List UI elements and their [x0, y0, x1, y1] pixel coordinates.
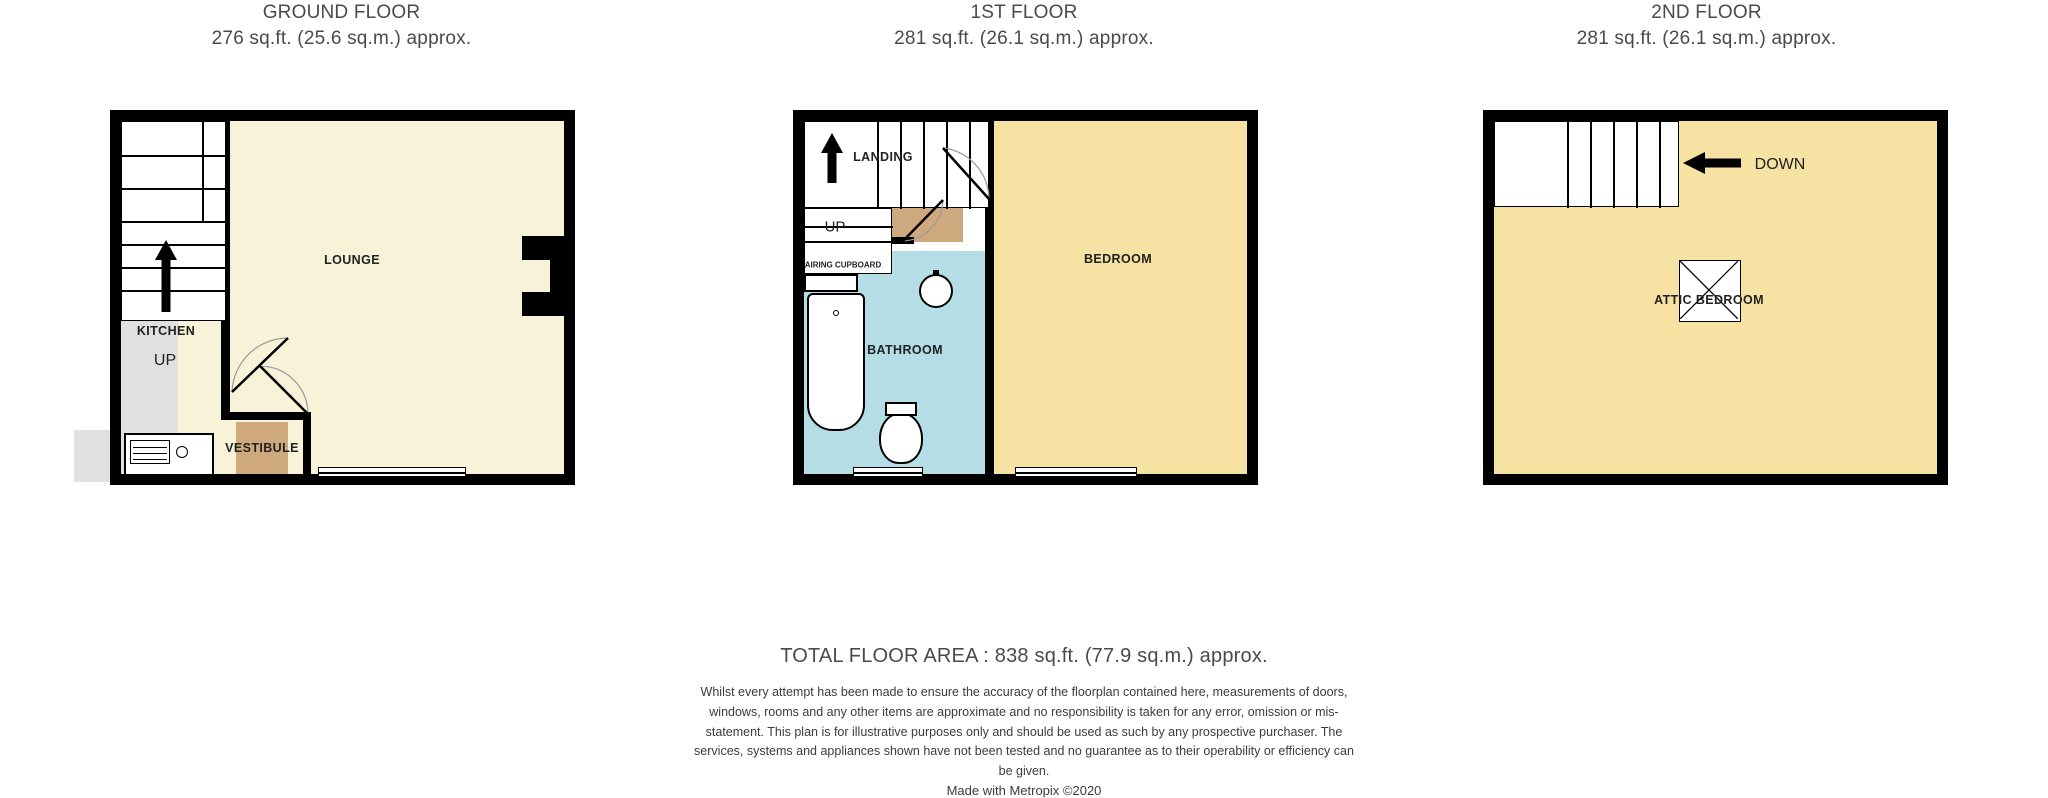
ground-annotation-up: UP — [153, 352, 177, 369]
footer — [0, 645, 2048, 798]
stair-tread — [122, 221, 227, 223]
disclaimer-text: Whilst every attempt has been made to ensure the accuracy of the floorplan contained here, measurements of doors, windows, rooms and any other items are approximate and no responsibility is taken for any error, omission or mis-statement. This plan is for illustrative purposes only and should be used as such by any prospective purchaser. The services, systems and appliances shown have not been tested and no guarantee as to their operability or efficiency can be given. — [694, 685, 1354, 778]
second-floor-plan — [1483, 110, 1953, 500]
stair-tread — [877, 122, 879, 209]
floor-first-header — [683, 0, 1365, 51]
stair-tread — [122, 155, 227, 157]
first-bathroom-door — [901, 198, 945, 243]
ground-floor-plan — [110, 110, 580, 500]
ground-up-arrow-icon — [155, 240, 177, 312]
first-window-bedroom — [1015, 467, 1137, 477]
floor-second-header — [1365, 0, 2048, 51]
floor-ground-header — [0, 0, 683, 51]
ground-kitchen-counter-edge — [124, 476, 214, 478]
floor-first-area: 281 sq.ft. (26.1 sq.m.) approx. — [894, 27, 1154, 49]
stair-tread — [122, 188, 227, 190]
made-with-credit: Made with Metropix ©2020 — [946, 782, 1102, 798]
floor-ground — [0, 0, 683, 500]
floor-second-title: 2ND FLOOR — [1651, 2, 1762, 23]
first-bedroom-door — [941, 146, 991, 201]
ground-kitchen-sink-icon — [176, 446, 188, 458]
first-basin-tap — [933, 270, 939, 276]
ground-room-label-vestibule: VESTIBULE — [225, 441, 299, 455]
second-annotation-down: DOWN — [1754, 156, 1806, 173]
floor-first — [683, 0, 1365, 500]
stair-tread — [1636, 122, 1638, 208]
first-up-arrow-icon — [821, 133, 843, 183]
ground-chimney-breast-back — [550, 236, 564, 316]
ground-room-label-kitchen: KITCHEN — [136, 324, 196, 338]
stair-tread — [805, 226, 893, 228]
stair-tread — [1590, 122, 1592, 208]
floor-ground-area: 276 sq.ft. (25.6 sq.m.) approx. — [211, 27, 472, 49]
stair-tread — [900, 122, 902, 209]
first-toilet — [879, 412, 923, 464]
first-annotation-airing-cupboard: AIRING CUPBOARD — [804, 260, 882, 270]
first-bedroom-fill — [993, 121, 1247, 474]
ground-external-step — [74, 430, 112, 482]
ground-kitchen-hob — [130, 440, 170, 464]
floor-second-area: 281 sq.ft. (26.1 sq.m.) approx. — [1576, 27, 1837, 49]
stair-tread — [1613, 122, 1615, 208]
ground-window-front — [318, 467, 466, 477]
first-stairs-down — [804, 208, 892, 242]
first-room-label-bedroom: BEDROOM — [1083, 252, 1153, 266]
ground-wall-vestibule-right — [303, 412, 311, 474]
first-room-label-bathroom: BATHROOM — [867, 343, 943, 357]
floor-second — [1365, 0, 2048, 500]
first-washbasin — [919, 274, 953, 308]
ground-room-label-lounge: LOUNGE — [324, 253, 380, 267]
floor-ground-title: GROUND FLOOR — [262, 2, 421, 23]
stair-tread — [1567, 122, 1569, 208]
second-stairs-down — [1494, 121, 1679, 207]
first-annotation-up: UP — [824, 218, 846, 236]
second-room-label-attic-bedroom: ATTIC BEDROOM — [1654, 293, 1764, 307]
first-window-bathroom — [853, 467, 923, 477]
stair-tread — [1659, 122, 1661, 208]
stair-landing-divider — [202, 122, 204, 221]
floor-first-title: 1ST FLOOR — [970, 2, 1078, 23]
first-toilet-cistern — [885, 402, 917, 416]
stair-tread — [923, 122, 925, 209]
ground-vestibule-door — [258, 366, 310, 416]
first-floor-plan — [793, 110, 1263, 500]
first-cupboard-shelf — [804, 274, 858, 292]
total-floor-area: TOTAL FLOOR AREA : 838 sq.ft. (77.9 sq.m.) approx. — [780, 645, 1268, 667]
first-bath-plug-icon — [833, 310, 839, 316]
second-down-arrow-icon — [1683, 152, 1741, 174]
first-room-label-landing: LANDING — [853, 150, 913, 164]
second-storage-box — [1679, 260, 1741, 322]
